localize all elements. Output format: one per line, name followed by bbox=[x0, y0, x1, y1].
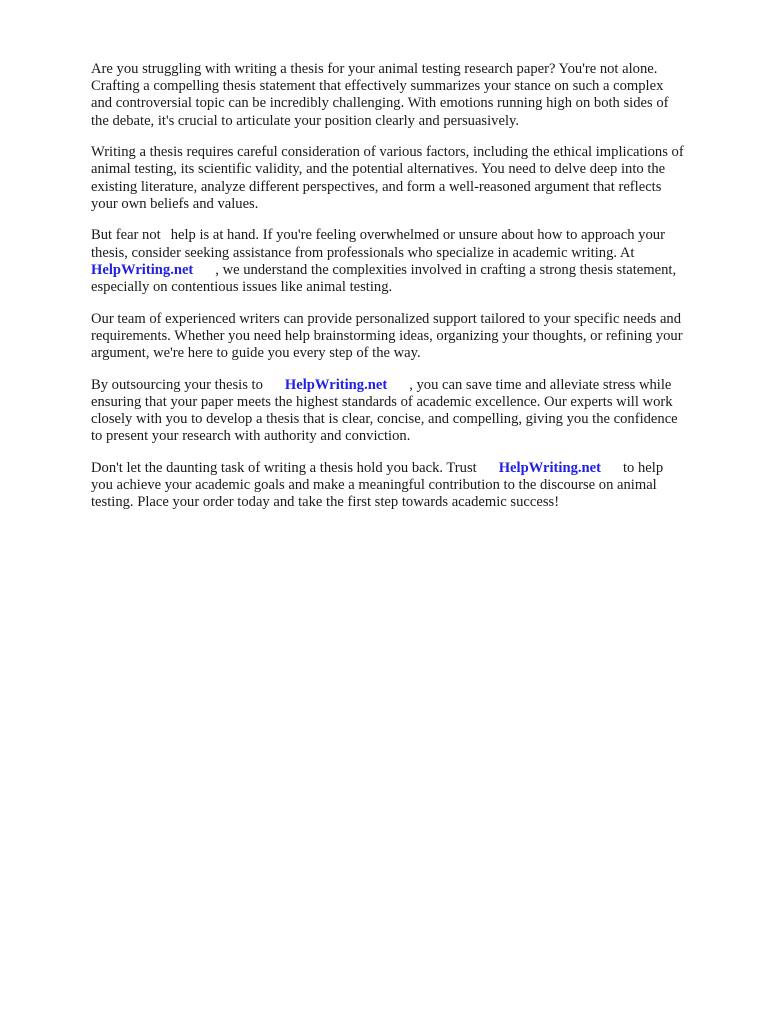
text-line: , we understand the complexities involved in crafting a strong thesis statement, bbox=[215, 261, 677, 278]
text-line: testing. Place your order today and take the first step towards academic success! bbox=[91, 494, 560, 511]
text-line: to present your research with authority and conviction. bbox=[91, 428, 411, 445]
paragraph-help bbox=[91, 227, 731, 296]
text-line: Our team of experienced writers can provide personalized support tailored to your specific needs and bbox=[91, 310, 682, 327]
text-line: the debate, it's crucial to articulate your position clearly and persuasively. bbox=[91, 112, 519, 129]
text-line: you achieve your academic goals and make a meaningful contribution to the discourse on animal bbox=[91, 477, 657, 494]
helpwriting-link[interactable]: HelpWriting.net bbox=[91, 261, 194, 278]
text-line: Don't let the daunting task of writing a thesis hold you back. Trust bbox=[91, 459, 477, 476]
text-line: By outsourcing your thesis to bbox=[91, 376, 263, 393]
text-line: Crafting a compelling thesis statement that effectively summarizes your stance on such a complex bbox=[91, 78, 664, 95]
text-line: But fear not bbox=[91, 227, 161, 244]
text-line: to help bbox=[622, 459, 664, 476]
paragraph-team bbox=[91, 311, 731, 363]
paragraph-outsourcing bbox=[91, 377, 731, 446]
paragraph-intro bbox=[91, 61, 731, 130]
text-line: closely with you to develop a thesis that is clear, concise, and compelling, giving you the confidence bbox=[91, 411, 678, 428]
helpwriting-link[interactable]: HelpWriting.net bbox=[498, 459, 601, 476]
text-line: Writing a thesis requires careful consideration of various factors, including the ethical implications of bbox=[91, 144, 684, 161]
text-line: Are you struggling with writing a thesis for your animal testing research paper? You're not alone. bbox=[91, 61, 658, 77]
text-line: and controversial topic can be incredibly challenging. With emotions running high on both sides of bbox=[91, 95, 669, 112]
text-line: animal testing, its scientific validity, and the potential alternatives. You need to delve deep into the bbox=[91, 161, 666, 178]
text-line: existing literature, analyze different perspectives, and form a well-reasoned argument that reflects bbox=[91, 178, 662, 195]
text-line: ensuring that your paper meets the highest standards of academic excellence. Our experts will work bbox=[91, 393, 673, 410]
helpwriting-link[interactable]: HelpWriting.net bbox=[284, 376, 388, 393]
text-line: your own beliefs and values. bbox=[91, 195, 259, 212]
text-line: requirements. Whether you need help brainstorming ideas, organizing your thoughts, or refining your bbox=[91, 327, 683, 344]
text-line: especially on contentious issues like animal testing. bbox=[91, 279, 393, 296]
document-body bbox=[91, 61, 731, 526]
text-line: help is at hand. If you're feeling overwhelmed or unsure about how to approach your bbox=[170, 227, 665, 244]
paragraph-requirements bbox=[91, 144, 731, 213]
text-line: , you can save time and alleviate stress while bbox=[409, 376, 672, 393]
text-line: thesis, consider seeking assistance from professionals who specialize in academic writing. At bbox=[91, 244, 635, 261]
text-line: argument, we're here to guide you every step of the way. bbox=[91, 345, 421, 362]
paragraph-call-to-action bbox=[91, 460, 731, 512]
